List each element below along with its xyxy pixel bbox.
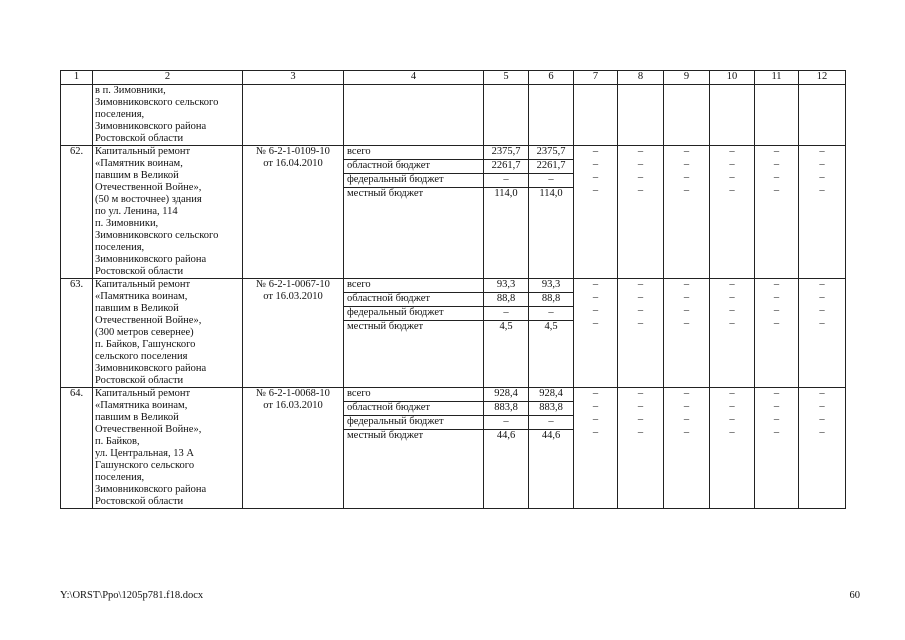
value: –: [773, 292, 780, 303]
value: –: [592, 414, 599, 425]
value: –: [729, 318, 735, 329]
header-cell: 10: [710, 71, 755, 85]
value: –: [729, 388, 735, 399]
number-cell: 64.: [61, 388, 93, 509]
value: –: [729, 172, 735, 183]
value: –: [819, 305, 825, 316]
value: –: [773, 279, 780, 290]
header-cell: 4: [344, 71, 484, 85]
doc-cell: № 6-2-1-0109-10 от 16.04.2010: [243, 146, 344, 279]
value: –: [729, 305, 735, 316]
value-cell: [574, 388, 618, 509]
value-cell: [799, 279, 846, 388]
value: –: [773, 159, 780, 170]
value: –: [592, 401, 599, 412]
object-name-cell: Капитальный ремонт «Памятника воинам, павшим в Великой Отечественной Войне», (300 метров севернее) п. Байков, Гашунского сельского поселения Зимовниковского района Ростовской области: [93, 279, 243, 388]
value-cell: [529, 279, 574, 388]
value: 114,0: [494, 188, 518, 199]
value-cell: [710, 146, 755, 279]
value: –: [683, 414, 690, 425]
value: –: [637, 279, 644, 290]
value: –: [819, 146, 825, 157]
value: –: [683, 305, 690, 316]
doc-cell: [243, 85, 344, 146]
header-cell: 8: [618, 71, 664, 85]
value: 88,8: [484, 293, 528, 307]
value: –: [637, 159, 644, 170]
value-cell: [799, 388, 846, 509]
value: –: [773, 401, 780, 412]
file-path: Y:\ORST\Ppo\1205p781.f18.docx: [60, 590, 204, 601]
value-cell: [529, 146, 574, 279]
value: –: [637, 401, 644, 412]
value: –: [637, 427, 644, 438]
object-name-cell: Капитальный ремонт «Памятника воинам, павшим в Великой Отечественной Войне», п. Байков, ул. Центральная, 13 А Гашунского сельского поселения, Зимовниковского района Ростовской области: [93, 388, 243, 509]
funding-source: федеральный бюджет: [344, 307, 483, 321]
value: –: [773, 414, 780, 425]
value: 883,8: [484, 402, 528, 416]
value: –: [773, 146, 780, 157]
value: –: [683, 159, 690, 170]
value: –: [637, 388, 644, 399]
value: –: [729, 185, 735, 196]
value-cell: [484, 85, 529, 146]
object-name-cell: в п. Зимовники, Зимовниковского сельского поселения, Зимовниковского района Ростовской области: [93, 85, 243, 146]
value: –: [773, 172, 780, 183]
funding-source: всего: [344, 388, 483, 402]
value: –: [683, 401, 690, 412]
value: 928,4: [484, 388, 528, 402]
value: –: [529, 416, 573, 430]
value: –: [819, 172, 825, 183]
value: –: [637, 185, 644, 196]
value-cell: [618, 388, 664, 509]
header-cell: 11: [755, 71, 799, 85]
header-cell: 3: [243, 71, 344, 85]
doc-cell: № 6-2-1-0068-10 от 16.03.2010: [243, 388, 344, 509]
funding-source: всего: [344, 279, 483, 293]
value: –: [683, 146, 690, 157]
source-cell: [344, 279, 484, 388]
value: –: [773, 318, 780, 329]
value: –: [683, 388, 690, 399]
value: 44,6: [496, 430, 516, 441]
value-cell: [710, 388, 755, 509]
value-cell: [799, 85, 846, 146]
value: –: [637, 172, 644, 183]
value: –: [592, 427, 599, 438]
funding-source: областной бюджет: [344, 293, 483, 307]
value-cell: [574, 279, 618, 388]
value-cell: [755, 388, 799, 509]
table-row: [61, 388, 846, 509]
value: –: [773, 305, 780, 316]
header-cell: 1: [61, 71, 93, 85]
page-number: 60: [849, 590, 860, 601]
value: –: [592, 279, 599, 290]
value-cell: [574, 146, 618, 279]
doc-cell: № 6-2-1-0067-10 от 16.03.2010: [243, 279, 344, 388]
value: 2261,7: [529, 160, 573, 174]
value: –: [819, 292, 825, 303]
value: –: [592, 172, 599, 183]
value: 93,3: [484, 279, 528, 293]
value: –: [729, 146, 735, 157]
value-cell: [755, 85, 799, 146]
funding-source: местный бюджет: [347, 188, 424, 199]
value: –: [819, 185, 825, 196]
value: –: [637, 318, 644, 329]
funding-source: местный бюджет: [347, 321, 424, 332]
value: –: [484, 416, 528, 430]
value: –: [773, 427, 780, 438]
value: –: [637, 292, 644, 303]
continuation-row: [61, 85, 846, 146]
value: 2375,7: [484, 146, 528, 160]
value-cell: [618, 279, 664, 388]
header-cell: 6: [529, 71, 574, 85]
value-cell: [664, 388, 710, 509]
value: –: [637, 414, 644, 425]
value: –: [773, 185, 780, 196]
value: –: [819, 427, 825, 438]
value: 2375,7: [529, 146, 573, 160]
value-cell: [664, 85, 710, 146]
value: 114,0: [539, 188, 563, 199]
value: –: [592, 185, 599, 196]
value: –: [683, 292, 690, 303]
value: –: [683, 318, 690, 329]
value: –: [484, 174, 528, 188]
value: –: [729, 292, 735, 303]
header-row: [61, 71, 846, 85]
funding-source: местный бюджет: [347, 430, 424, 441]
value-cell: [484, 279, 529, 388]
header-cell: 5: [484, 71, 529, 85]
value: –: [729, 427, 735, 438]
number-cell: 63.: [61, 279, 93, 388]
value-cell: [755, 146, 799, 279]
value: –: [819, 159, 825, 170]
value: –: [729, 279, 735, 290]
funding-source: областной бюджет: [344, 160, 483, 174]
value: –: [819, 388, 825, 399]
source-cell: [344, 146, 484, 279]
value-cell: [618, 85, 664, 146]
value: 4,5: [544, 321, 558, 332]
value: –: [729, 414, 735, 425]
funding-source: всего: [344, 146, 483, 160]
funding-source: федеральный бюджет: [344, 416, 483, 430]
value: –: [529, 174, 573, 188]
value-cell: [618, 146, 664, 279]
value: –: [484, 307, 528, 321]
value-cell: [664, 146, 710, 279]
value-cell: [710, 85, 755, 146]
budget-table: [60, 70, 846, 509]
value: –: [773, 388, 780, 399]
value: –: [592, 388, 599, 399]
value: –: [637, 305, 644, 316]
value: –: [592, 305, 599, 316]
value-cell: [484, 146, 529, 279]
value: –: [729, 401, 735, 412]
table-row: [61, 146, 846, 279]
value: 88,8: [529, 293, 573, 307]
value: –: [729, 159, 735, 170]
value: –: [683, 427, 690, 438]
value: 928,4: [529, 388, 573, 402]
value: 44,6: [541, 430, 561, 441]
value-cell: [529, 388, 574, 509]
value: –: [592, 318, 599, 329]
value-cell: [664, 279, 710, 388]
value: –: [819, 414, 825, 425]
value-cell: [799, 146, 846, 279]
value: –: [529, 307, 573, 321]
funding-source: федеральный бюджет: [344, 174, 483, 188]
value: 93,3: [529, 279, 573, 293]
value: –: [683, 279, 690, 290]
value: –: [819, 401, 825, 412]
value: –: [592, 159, 599, 170]
value: –: [819, 279, 825, 290]
table-row: [61, 279, 846, 388]
value-cell: [574, 85, 618, 146]
header-cell: 2: [93, 71, 243, 85]
value-cell: [484, 388, 529, 509]
value: 4,5: [499, 321, 513, 332]
header-cell: 7: [574, 71, 618, 85]
source-cell: [344, 85, 484, 146]
header-cell: 9: [664, 71, 710, 85]
value-cell: [755, 279, 799, 388]
object-name-cell: Капитальный ремонт «Памятник воинам, павшим в Великой Отечественной Войне», (50 м восточнее) здания по ул. Ленина, 114 п. Зимовники, Зимовниковского сельского поселения, Зимовниковского района Ростовской области: [93, 146, 243, 279]
value: –: [819, 318, 825, 329]
funding-source: областной бюджет: [344, 402, 483, 416]
value-cell: [529, 85, 574, 146]
value: –: [592, 292, 599, 303]
value-cell: [710, 279, 755, 388]
value: 883,8: [529, 402, 573, 416]
value: –: [683, 172, 690, 183]
value: –: [592, 146, 599, 157]
header-cell: 12: [799, 71, 846, 85]
value: –: [637, 146, 644, 157]
number-cell: 62.: [61, 146, 93, 279]
value: 2261,7: [484, 160, 528, 174]
source-cell: [344, 388, 484, 509]
number-cell: [61, 85, 93, 146]
value: –: [683, 185, 690, 196]
